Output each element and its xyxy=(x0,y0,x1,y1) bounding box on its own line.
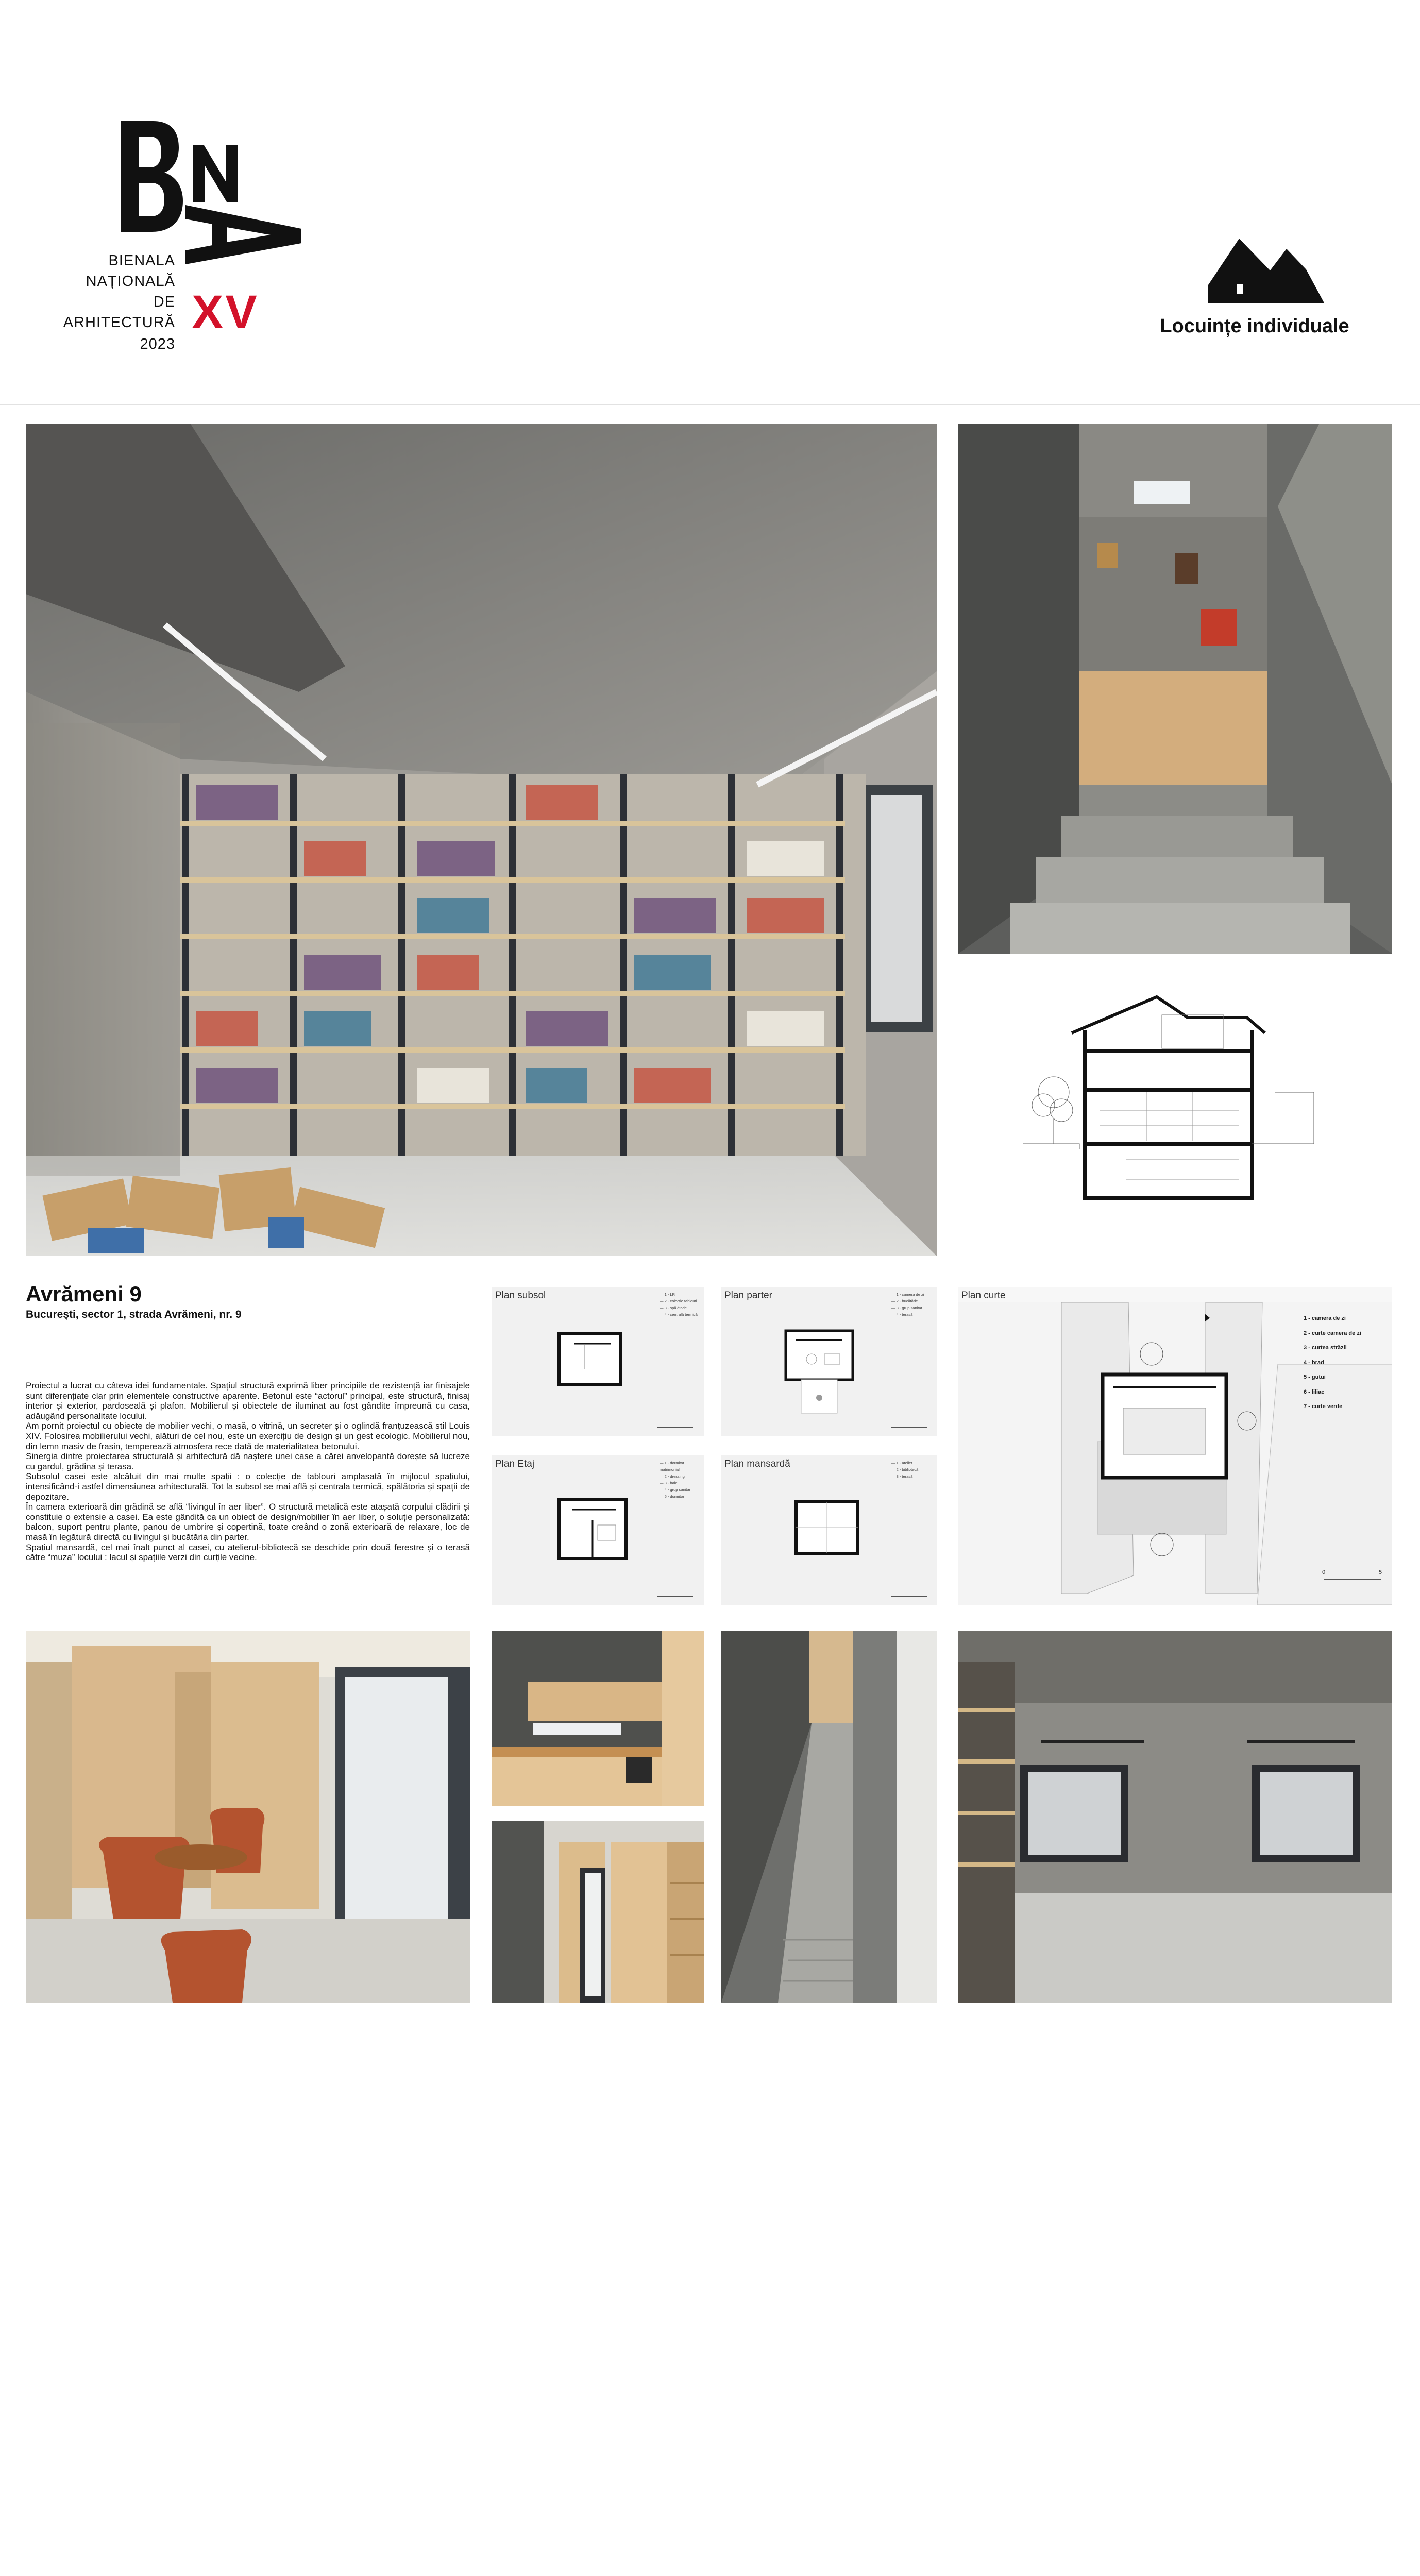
plan-title: Plan Etaj xyxy=(495,1459,535,1469)
legend-item: — 1 - camera de zi xyxy=(891,1291,924,1298)
house-mountain-icon xyxy=(1208,239,1324,303)
logo-letter-b xyxy=(121,121,183,232)
legend-item: — 3 - grup sanitar xyxy=(891,1304,924,1311)
legend-item: — 2 - colecție tablouri xyxy=(660,1298,698,1304)
description-paragraph: Subsolul casei este alcătuit din mai multe spații : o colecție de tablouri amplasată în mijlocul spațiului, intensificând-i astfel dimensiunea arhitecturală. Tot la subsol se mai află și centrala termică, spălătoria și spații de depozitare. xyxy=(26,1471,470,1502)
logo-letter-a xyxy=(185,205,301,264)
biennale-line: NAȚIONALĂ xyxy=(86,273,175,290)
attic-drawing xyxy=(791,1497,863,1558)
plan-legend xyxy=(891,1460,918,1480)
yard-legend xyxy=(1304,1311,1361,1414)
legend-item: 2 - curte camera de zi xyxy=(1304,1330,1361,1336)
plan-legend xyxy=(660,1460,704,1500)
biennale-line: BIENALA xyxy=(108,252,175,269)
legend-item: 7 - curte verde xyxy=(1304,1403,1343,1410)
scale-label: 5 xyxy=(1379,1569,1382,1575)
scale-label: 0 xyxy=(1322,1569,1326,1575)
entry-hall-photo xyxy=(492,1821,704,2003)
legend-item: — 2 - bucătărie xyxy=(891,1298,924,1304)
edition-number: XV xyxy=(192,286,259,338)
legend-item: — 4 - terasă xyxy=(891,1311,924,1318)
header-divider xyxy=(0,404,1420,405)
legend-item: — 1 - dormitor matrimonial xyxy=(660,1460,704,1473)
staircase-photo xyxy=(958,424,1392,954)
plan-attic xyxy=(721,1455,937,1605)
workshop-photo xyxy=(958,1631,1392,2003)
legend-item: — 1 - atelier xyxy=(891,1460,918,1466)
plan-legend xyxy=(660,1291,698,1318)
ground-floor-drawing xyxy=(781,1326,858,1418)
scale-bar xyxy=(657,1427,693,1428)
plan-title: Plan curte xyxy=(961,1290,1006,1301)
description-paragraph: Spațiul mansardă, cel mai înalt punct al casei, cu atelierul-bibliotecă se deschide prin două ferestre și o terasă către “muza” locului : lacul și spațiile verzi din curțile vecine. xyxy=(26,1542,470,1563)
plan-basement xyxy=(492,1287,704,1436)
legend-item: — 3 - terasă xyxy=(891,1473,918,1480)
biennale-name xyxy=(63,251,175,359)
legend-item: — 4 - grup sanitar xyxy=(660,1486,704,1493)
living-room-photo xyxy=(26,1631,470,2003)
plan-ground-floor xyxy=(721,1287,937,1436)
legend-item: — 3 - baie xyxy=(660,1480,704,1486)
legend-item: 3 - curtea străzii xyxy=(1304,1345,1347,1351)
legend-item: — 1 - LR xyxy=(660,1291,698,1298)
description-paragraph: Proiectul a lucrat cu câteva idei fundamentale. Spațiul structură exprimă liber principiile de rezistență iar finisajele sunt diferențiate clar prin elementele constructive aparente. Betonul este “actorul” principal, este structură, finisaj interior și exterior, pardoseală și plafon. Mobilierul și obiectele de iluminat au fost gândite împreună cu casa, adăugând personalitate locului. xyxy=(26,1381,470,1421)
basement-drawing xyxy=(554,1328,626,1390)
legend-item: — 2 - dressing xyxy=(660,1473,704,1480)
project-title: Avrămeni 9 xyxy=(26,1282,142,1306)
legend-item: 1 - camera de zi xyxy=(1304,1315,1346,1321)
scale-bar xyxy=(891,1427,927,1428)
legend-item: 5 - gutui xyxy=(1304,1374,1326,1380)
plan-title: Plan parter xyxy=(724,1290,772,1301)
description-paragraph: Am pornit proiectul cu obiecte de mobilier vechi, o masă, o vitrină, un secreter și o oglindă franțuzească stil Louis XIV. Folosirea mobilierului vechi, alături de cel nou, este un exercițiu de design și un gest ecologic. Mobilierul nou, din lemn masiv de frasin, tempereazǎ atmosfera rece datǎ de materialitatea betonului. xyxy=(26,1421,470,1451)
description-paragraph: Sinergia dintre proiectarea structurală și arhitectură dă naștere unei case a cărei anvelopantă dorește să lucreze cu gardul, grădina și terasa. xyxy=(26,1451,470,1471)
plan-legend xyxy=(891,1291,924,1318)
project-address: București, sector 1, strada Avrămeni, nr. 9 xyxy=(26,1309,242,1320)
plan-first-floor xyxy=(492,1455,704,1605)
description-paragraph: În camera exterioară din grădină se află “livingul în aer liber”. O structură metalică este atașată corpului clădirii și constituie o extensie a casei. Ea este gândită ca un obiect de design/mobilier în aer liber, o soluție personalizată: balcon, suport pentru plante, panou de umbrire și copertină, toate creând o zonă exterioară de relaxare, loc de masă în legătură directă cu livingul și bucătăria din parter. xyxy=(26,1502,470,1542)
scale-bar xyxy=(1324,1579,1381,1580)
first-floor-drawing xyxy=(554,1494,631,1566)
kitchen-photo xyxy=(492,1631,704,1806)
legend-item: — 3 - spălătorie xyxy=(660,1304,698,1311)
biennale-line: DE xyxy=(153,294,175,310)
plan-title: Plan subsol xyxy=(495,1290,546,1301)
legend-item: — 4 - centrală termică xyxy=(660,1311,698,1318)
project-description xyxy=(26,1381,470,1563)
biennale-year: 2023 xyxy=(140,336,175,352)
scale-bar xyxy=(657,1596,693,1597)
scale-bar xyxy=(891,1596,927,1597)
biennale-line: ARHITECTURĂ xyxy=(63,314,175,331)
category-label: Locuințe individuale xyxy=(1160,315,1349,337)
plan-title: Plan mansardă xyxy=(724,1459,790,1469)
legend-item: 4 - brad xyxy=(1304,1359,1324,1366)
corridor-photo xyxy=(721,1631,937,2003)
logo-letter-n xyxy=(193,145,238,202)
library-attic-photo xyxy=(26,424,937,1256)
legend-item: — 5 - dormitor xyxy=(660,1493,704,1500)
legend-item: 6 - liliac xyxy=(1304,1388,1325,1395)
section-drawing xyxy=(1023,994,1322,1200)
legend-item: — 2 - bibliotecă xyxy=(891,1466,918,1473)
